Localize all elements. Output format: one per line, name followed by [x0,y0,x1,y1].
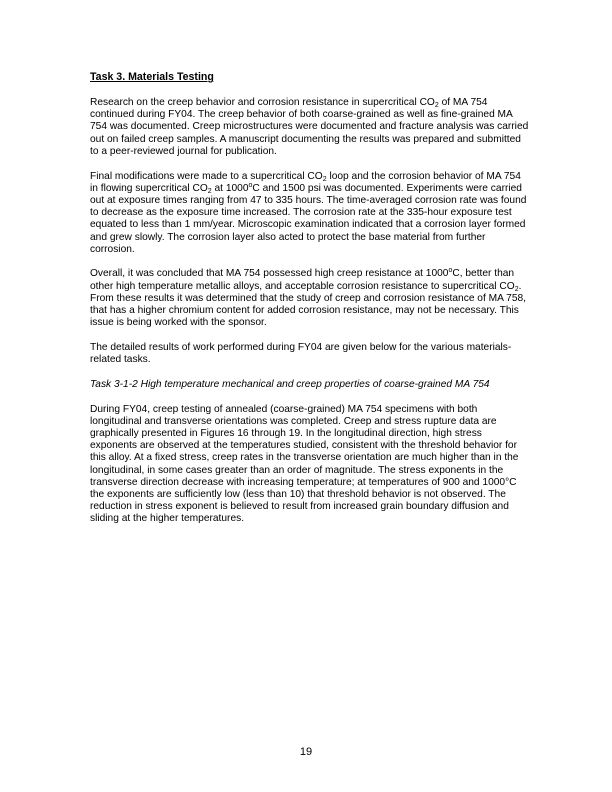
document-body [90,71,530,538]
page-number: 19 [299,746,313,758]
paragraph-loop-modifications [90,171,530,256]
text-run: Research on the creep behavior and corrosion resistance in supercritical CO [90,97,435,108]
text-run: of MA 754 continued during FY04. The creep behavior of both coarse-grained as well as fine-grained MA 754 was documented. Creep microstructures were documented and fracture analysis was carried out on failed creep samples. A manuscript documenting the results was prepared and submitted to a peer-reviewed journal for publication. [90,97,529,157]
text-run: Overall, it was concluded that MA 754 possessed high creep resistance at 1000 [90,268,449,280]
superscript: o [448,267,453,275]
paragraph-details-intro: The detailed results of work performed during FY04 are given below for the various materials-related tasks. [90,341,512,366]
text-run: . From these results it was determined that the study of creep and corrosion resistance of MA 758, that has a higher chromium content for added corrosion resistance, may not be necessary. This issue is being worked with the sponsor. [90,280,527,329]
paragraph-research-summary [90,97,530,158]
text-run: Final modifications were made to a supercritical CO [90,170,323,182]
superscript: o [248,181,253,189]
subscript: 2 [434,102,439,109]
subscript: 2 [207,187,212,195]
text-run: at 1000 [211,182,249,194]
task-subheading: Task 3-1-2 High temperature mechanical and creep properties of coarse-grained MA 754 [90,378,490,390]
section-heading: Task 3. Materials Testing [90,71,214,83]
subscript: 2 [322,175,327,183]
text-run: C and 1500 psi was documented. Experiments were carried out at exposure times ranging from 47 to 335 hours. The time-averaged corrosion rate was found to decrease as the exposure time increased. The corrosion rate at the 335-hour exposure test equated to less than 1 mm/year. Microscopic examination indicated that a corrosion layer formed and grew slowly. The corrosion layer also acted to protect the base material from further corrosion. [90,182,527,255]
text-run: loop and the corrosion behavior of MA 754 in flowing supercritical CO [90,170,521,194]
text-run: C, better than other high temperature metallic alloys, and acceptable corrosion resistance to supercritical CO [90,268,515,292]
paragraph-conclusion [90,268,530,329]
subscript: 2 [514,285,519,293]
paragraph-creep-testing: During FY04, creep testing of annealed (coarse-grained) MA 754 specimens with both longitudinal and transverse orientations was completed. Creep and stress rupture data are graphically presented in Figures 16 through 19. In the longitudinal direction, high stress exponents are observed at the temperatures studied, consistent with the threshold behavior for this alloy. At a fixed stress, creep rates in the transverse orientation are much higher than in the longitudinal, in some cases greater than an order of magnitude. The stress exponents in the transverse direction decrease with increasing temperature; at temperatures of 900 and 1000°C the exponents are sufficiently low (less than 10) that threshold behavior is not observed. The reduction in stress exponent is believed to result from increased grain boundary diffusion and sliding at the higher temperatures. [90,403,519,525]
